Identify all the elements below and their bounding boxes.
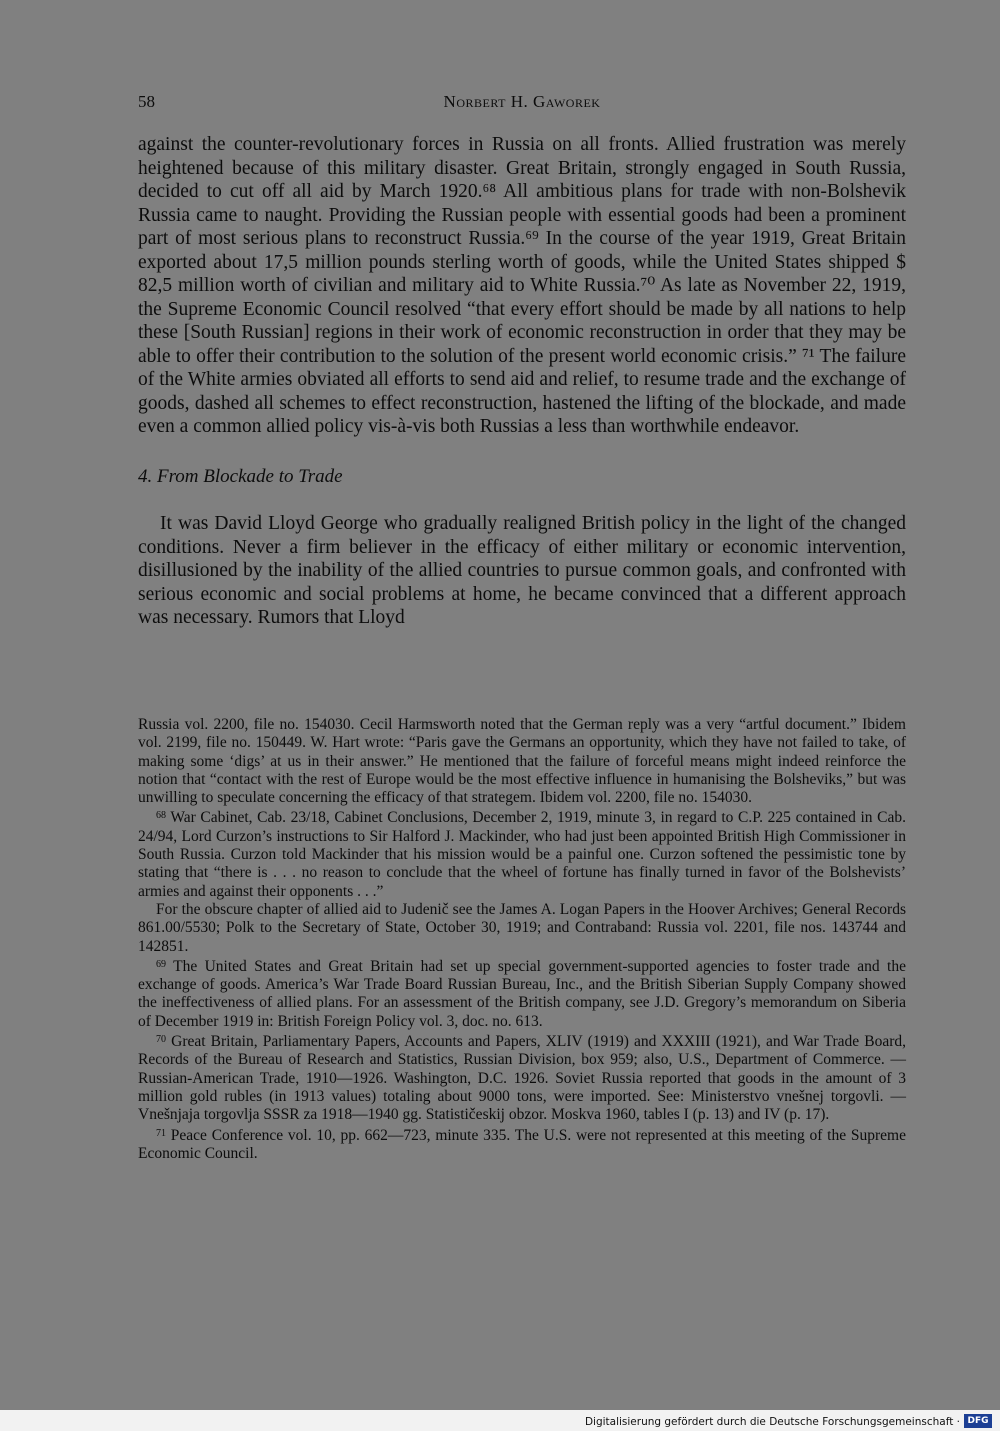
footnote-continued: Russia vol. 2200, file no. 154030. Cecil Harmsworth noted that the German reply was a very “artful document.” Ibidem vol. 2199, file no. 150449. W. Hart wrote: “Paris gave the Germans an opportunity, which they have not failed to take, of making some ‘digs’ at us in their answer.” He mentioned that the failure of forceful means might indeed reinforce the notion that “contact with the rest of Europe would be the most effective influence in humanising the Bolsheviks,” but was unwilling to speculate concerning the efficacy of that strategem. Ibidem vol. 2200, file no. 154030. bbox=[138, 716, 906, 807]
footnote-number: 71 bbox=[156, 1127, 166, 1139]
footnote-number: 69 bbox=[156, 958, 166, 970]
footnote-number: 70 bbox=[156, 1034, 166, 1046]
footnote-69 bbox=[138, 956, 906, 1031]
footer-strip bbox=[0, 1410, 1000, 1431]
footnote-number: 68 bbox=[156, 810, 166, 822]
footnote-70 bbox=[138, 1031, 906, 1124]
footnote-text: Great Britain, Parliamentary Papers, Accounts and Papers, XLIV (1919) and XXXIII (1921), and War Trade Board, Records of the Bureau of Research and Statistics, Russian Division, box 959; also, U.S., Department of Commerce. — Russian-American Trade, 1910—1926. Washington, D.C. 1926. Soviet Russia reported that goods in the amount of 3 million gold rubles (in 1913 values) totaling about 9000 tons, were imported. See: Ministerstvo vnešnej torgovli. — Vnešnjaja torgovlja SSSR za 1918—1940 gg. Statističeskij obzor. Moskva 1960, tables I (p. 13) and IV (p. 17). bbox=[138, 1033, 907, 1124]
footnotes bbox=[138, 716, 906, 1163]
dfg-logo-icon: DFG bbox=[964, 1414, 992, 1428]
body-text bbox=[138, 133, 906, 630]
body-paragraph: It was David Lloyd George who gradually realigned British policy in the light of the changed conditions. Never a firm believer in the efficacy of either military or economic intervention, disillusioned by the inability of the allied countries to pursue common goals, and confronted with serious economic and social problems at home, he became convinced that a different approach was necessary. Rumors that Lloyd bbox=[138, 513, 906, 628]
page-header bbox=[138, 88, 906, 118]
digitization-credit: Digitalisierung gefördert durch die Deutsche Forschungsgemeinschaft · bbox=[584, 1416, 960, 1428]
footnote-text: War Cabinet, Cab. 23/18, Cabinet Conclusions, December 2, 1919, minute 3, in regard to C.P. 225 contained in Cab. 24/94, Lord Curzon’s instructions to Sir Halford J. Mackinder, who had just been appointed British High Commissioner in South Russia. Curzon told Mackinder that his mission would be a painful one. Curzon softened the pessimistic tone by stating that “there is . . . no reason to conclude that the wheel of fortune has finally turned in favor of the Bolshevists’ armies and against their opponents . . .” bbox=[138, 809, 906, 900]
footnote-68 bbox=[138, 807, 906, 900]
section-heading: 4. From Blockade to Trade bbox=[138, 465, 343, 487]
footnote-text: Peace Conference vol. 10, pp. 662—723, minute 335. The U.S. were not represented at this meeting of the Supreme Economic Council. bbox=[138, 1126, 906, 1162]
body-paragraph: against the counter-revolutionary forces in Russia on all fronts. Allied frustration was merely heightened because of this military disaster. Great Britain, strongly engaged in South Russia, decided to cut off all aid by March 1920.⁶⁸ All ambitious plans for trade with non-Bolshevik Russia came to naught. Providing the Russian people with essential goods had been a prominent part of most serious plans to reconstruct Russia.⁶⁹ In the course of the year 1919, Great Britain exported about 17,5 million pounds sterling worth of goods, while the United States shipped $ 82,5 million worth of civilian and military aid to White Russia.⁷⁰ As late as November 22, 1919, the Supreme Economic Council resolved “that every effort should be made by all nations to help these [South Russian] regions in their work of economic reconstruction in order that they may be able to offer their contribution to the solution of the present world economic crisis.” ⁷¹ The failure of the White armies obviated all efforts to send aid and relief, to resume trade and the exchange of goods, dashed all schemes to effect reconstruction, hastened the lifting of the blockade, and made even a common allied policy vis-à-vis both Russias a less than worthwhile endeavor. bbox=[138, 134, 906, 437]
footnote-71 bbox=[138, 1125, 906, 1164]
page-number: 58 bbox=[138, 92, 155, 111]
footnote-68-continued: For the obscure chapter of allied aid to Judenič see the James A. Logan Papers in the Hoover Archives; General Records 861.00/5530; Polk to the Secretary of State, October 30, 1919; and Contraband: Russia vol. 2201, file nos. 143744 and 142851. bbox=[138, 900, 906, 955]
running-head: Norbert H. Gaworek bbox=[443, 92, 601, 111]
footnote-text: The United States and Great Britain had set up special government-supported agencies to foster trade and the exchange of goods. America’s War Trade Board Russian Bureau, Inc., and the British Siberian Supply Company showed the ineffectiveness of allied plans. For an assessment of the British company, see J.D. Gregory’s memorandum on Siberia of December 1919 in: British Foreign Policy vol. 3, doc. no. 613. bbox=[138, 957, 906, 1030]
